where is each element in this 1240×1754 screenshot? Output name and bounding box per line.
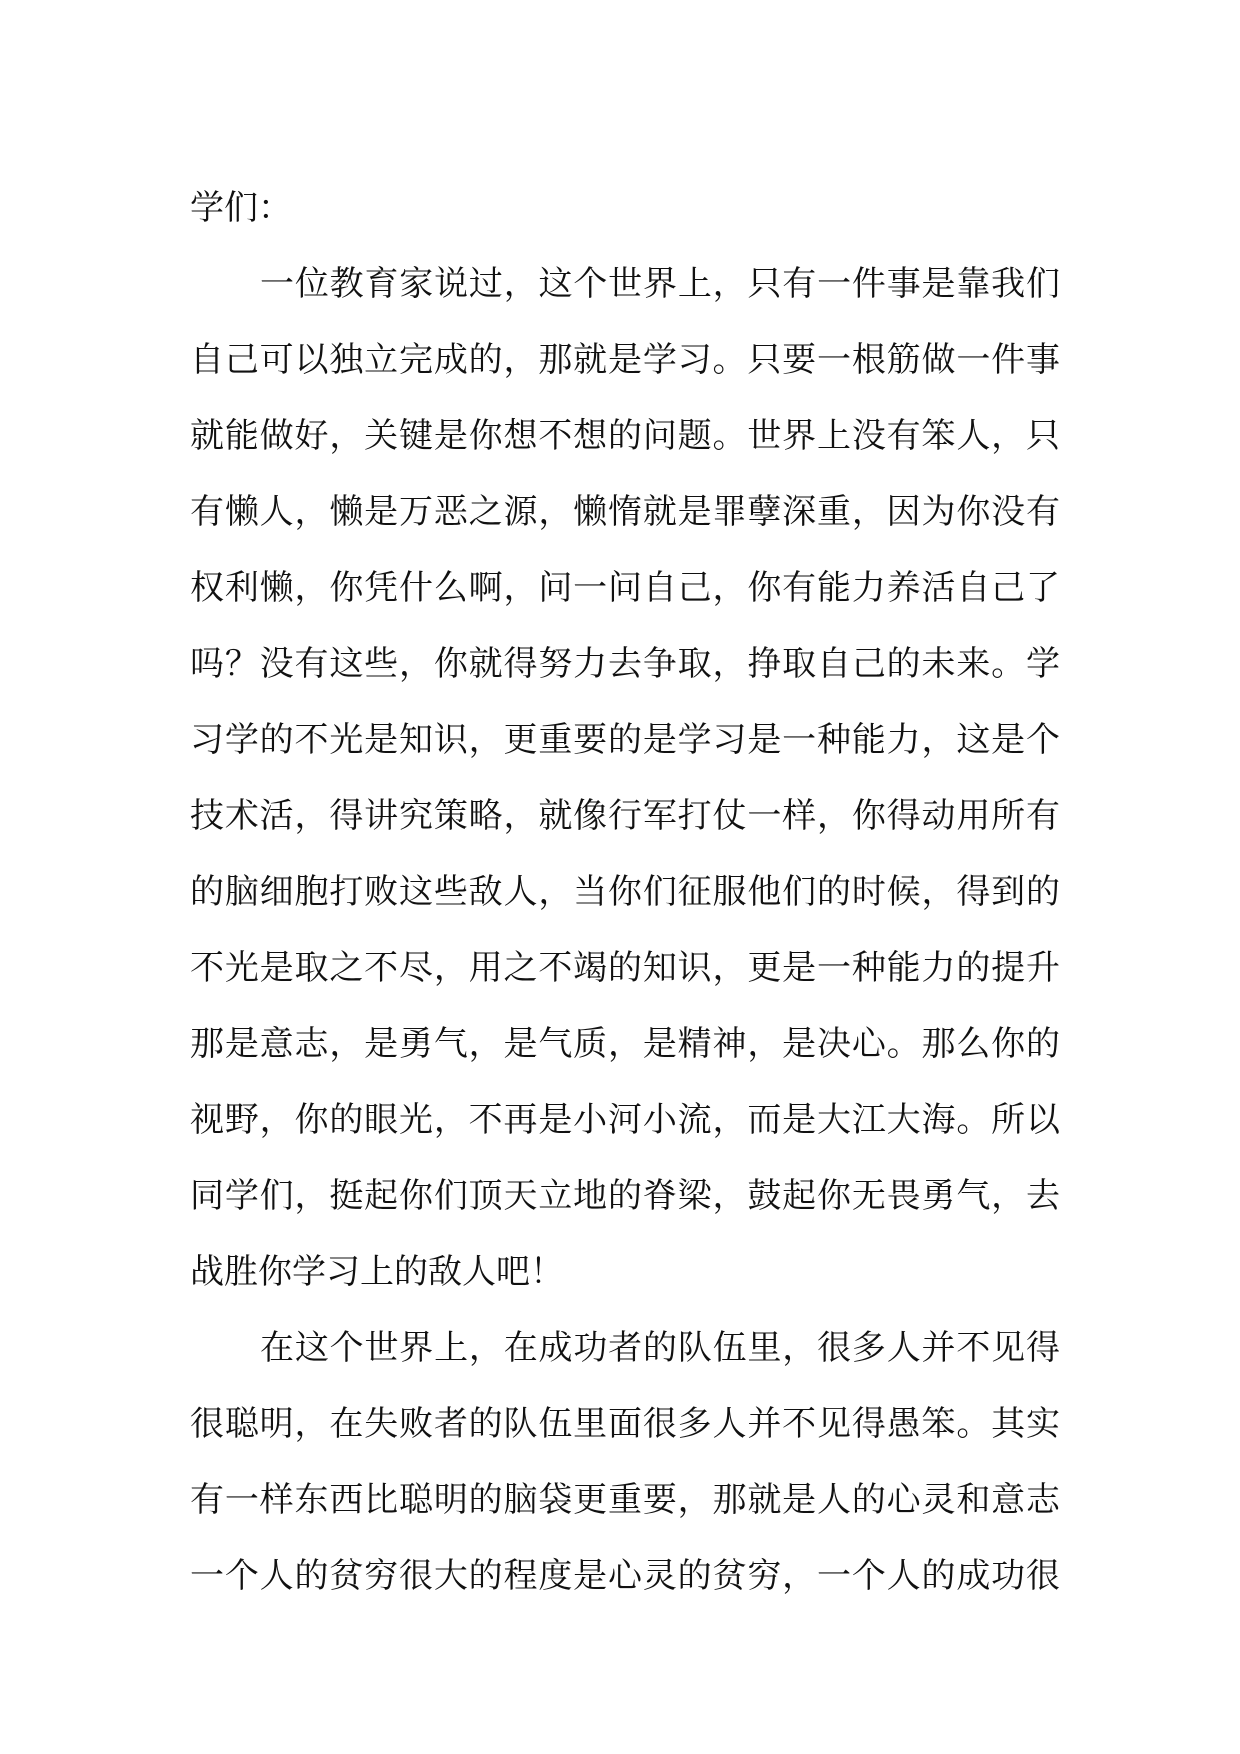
text-line: 那是意志，是勇气，是气质，是精神，是决心。那么你的 xyxy=(190,1024,1060,1064)
text-line: 吗？没有这些，你就得努力去争取，挣取自己的未来。学 xyxy=(190,644,1060,684)
text-line: 很聪明，在失败者的队伍里面很多人并不见得愚笨。其实 xyxy=(190,1404,1060,1444)
body-text xyxy=(190,170,1060,1614)
text-line: 权利懒，你凭什么啊，问一问自己，你有能力养活自己了 xyxy=(190,568,1060,608)
text-line: 习学的不光是知识，更重要的是学习是一种能力，这是个 xyxy=(190,720,1060,760)
text-line: 学们： xyxy=(190,188,292,228)
text-line: 一位教育家说过，这个世界上，只有一件事是靠我们 xyxy=(260,264,1060,304)
text-line: 自己可以独立完成的，那就是学习。只要一根筋做一件事 xyxy=(190,340,1060,380)
text-line: 同学们，挺起你们顶天立地的脊梁，鼓起你无畏勇气，去 xyxy=(190,1176,1060,1216)
text-line: 就能做好，关键是你想不想的问题。世界上没有笨人，只 xyxy=(190,416,1060,456)
text-line: 有懒人，懒是万恶之源，懒惰就是罪孽深重，因为你没有 xyxy=(190,492,1060,532)
text-line: 视野，你的眼光，不再是小河小流，而是大江大海。所以 xyxy=(190,1100,1060,1140)
text-line: 战胜你学习上的敌人吧！ xyxy=(190,1252,564,1292)
text-line: 技术活，得讲究策略，就像行军打仗一样，你得动用所有 xyxy=(190,796,1060,836)
text-line: 不光是取之不尽，用之不竭的知识，更是一种能力的提升 xyxy=(190,948,1060,988)
text-line: 在这个世界上，在成功者的队伍里，很多人并不见得 xyxy=(260,1328,1060,1368)
text-line: 有一样东西比聪明的脑袋更重要，那就是人的心灵和意志 xyxy=(190,1480,1060,1520)
text-line: 一个人的贫穷很大的程度是心灵的贫穷，一个人的成功很 xyxy=(190,1556,1060,1596)
text-line: 的脑细胞打败这些敌人，当你们征服他们的时候，得到的 xyxy=(190,872,1060,912)
